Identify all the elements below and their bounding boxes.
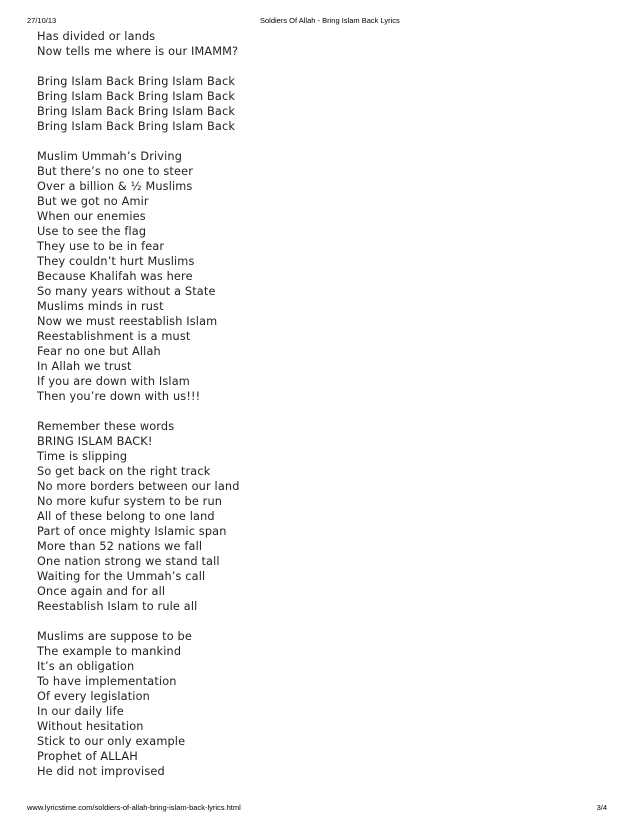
lyric-line: Muslims are suppose to be (37, 630, 192, 643)
lyric-stanza (37, 29, 597, 59)
lyric-line: Now tells me where is our IMAMM? (37, 45, 239, 58)
lyric-line: No more borders between our land (37, 480, 240, 493)
lyric-stanza (37, 419, 597, 614)
lyric-line: BRING ISLAM BACK! (37, 435, 153, 448)
lyric-line: Reestablish Islam to rule all (37, 600, 198, 613)
lyric-line: If you are down with Islam (37, 375, 190, 388)
lyric-line: Waiting for the Ummah’s call (37, 570, 206, 583)
lyrics-body (37, 29, 597, 794)
lyric-line: Muslims minds in rust (37, 300, 164, 313)
lyric-line: Remember these words (37, 420, 175, 433)
lyric-line: Has divided or lands (37, 30, 156, 43)
lyric-line: Now we must reestablish Islam (37, 315, 218, 328)
lyric-line: When our enemies (37, 210, 146, 223)
lyric-line: Bring Islam Back Bring Islam Back (37, 120, 236, 133)
lyric-line: In our daily life (37, 705, 124, 718)
source-url: www.lyricstime.com/soldiers-of-allah-bring-islam-back-lyrics.html (27, 803, 241, 812)
lyric-line: Because Khalifah was here (37, 270, 193, 283)
lyric-line: Fear no one but Allah (37, 345, 161, 358)
lyric-line: They couldn’t hurt Muslims (37, 255, 195, 268)
lyric-line: He did not improvised (37, 765, 165, 778)
lyric-line: Time is slipping (37, 450, 128, 463)
lyric-line: Once again and for all (37, 585, 166, 598)
lyric-line: Use to see the flag (37, 225, 147, 238)
lyric-line: Prophet of ALLAH (37, 750, 138, 763)
lyric-line: Stick to our only example (37, 735, 186, 748)
lyric-line: Over a billion & ½ Muslims (37, 180, 193, 193)
lyric-line: Without hesitation (37, 720, 144, 733)
lyric-line: Bring Islam Back Bring Islam Back (37, 90, 236, 103)
page-header (0, 16, 638, 28)
lyric-stanza (37, 629, 597, 779)
lyric-line: But there’s no one to steer (37, 165, 194, 178)
lyric-line: One nation strong we stand tall (37, 555, 220, 568)
lyric-line: To have implementation (37, 675, 177, 688)
lyric-line: But we got no Amir (37, 195, 149, 208)
lyric-line: All of these belong to one land (37, 510, 215, 523)
lyric-line: Bring Islam Back Bring Islam Back (37, 75, 236, 88)
lyric-line: It’s an obligation (37, 660, 135, 673)
page-number: 3/4 (596, 803, 607, 812)
lyric-stanza (37, 149, 597, 404)
lyric-line: Reestablishment is a must (37, 330, 191, 343)
lyric-line: Of every legislation (37, 690, 150, 703)
lyric-line: In Allah we trust (37, 360, 132, 373)
lyric-stanza (37, 74, 597, 134)
lyric-line: More than 52 nations we fall (37, 540, 203, 553)
page-title: Soldiers Of Allah - Bring Islam Back Lyrics (260, 16, 400, 25)
print-date: 27/10/13 (27, 16, 57, 25)
page-footer (0, 803, 638, 815)
lyric-line: Muslim Ummah’s Driving (37, 150, 183, 163)
lyric-line: The example to mankind (37, 645, 182, 658)
lyric-line: So get back on the right track (37, 465, 211, 478)
lyric-line: Bring Islam Back Bring Islam Back (37, 105, 236, 118)
lyric-line: So many years without a State (37, 285, 216, 298)
lyric-line: No more kufur system to be run (37, 495, 223, 508)
lyric-line: Then you’re down with us!!! (37, 390, 201, 403)
lyric-line: Part of once mighty Islamic span (37, 525, 227, 538)
lyric-line: They use to be in fear (37, 240, 165, 253)
